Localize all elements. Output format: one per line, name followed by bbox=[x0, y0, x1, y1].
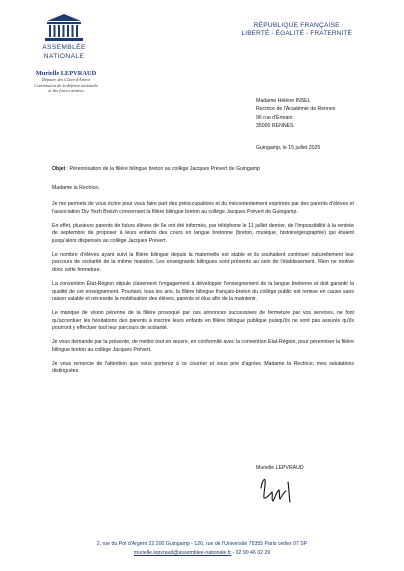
paragraph-1: Je me permets de vous écrire pour vous faire part des préoccupations et du mécontentement exprimés par des parents d'élèves et l'association Div Yezh Breizh concernant la filière bilingue breton au collège Jacques Prévert de Guingamp. bbox=[52, 201, 354, 215]
republic-motto: LIBERTÉ - ÉGALITÉ - FRATERNITÉ bbox=[241, 30, 352, 37]
republic-title: RÉPUBLIQUE FRANÇAISE bbox=[253, 22, 340, 29]
recipient-city: 35000 RENNES bbox=[256, 123, 294, 130]
deputy-name: Murielle LEPVRAUD bbox=[35, 70, 97, 77]
hemicycle-icon bbox=[41, 12, 87, 42]
logo-line2: NATIONALE bbox=[43, 53, 85, 61]
footer-address: 2, rue du Pot d'Argent 22 200 Guingamp - 126, rue de l'Université 75355 Paris cedex 07 SP bbox=[96, 541, 308, 547]
paragraph-5: Le manque de vision pérenne de la filière provoqué par ces annonces successives de fermeture par vos services, ne font qu'accentuer les hésitations des parents à inscrire leurs enfants en filière bilingue publique puisqu'ils ne sont pas assurés qu'ils pourront y effectuer tout leur parcours de scolarité. bbox=[52, 310, 354, 332]
letter-date: Guingamp, le 15 juillet 2025 bbox=[256, 145, 321, 151]
logo-line1: ASSEMBLÉE bbox=[42, 44, 86, 51]
footer-email-link[interactable]: murielle.lepvraud@assemblee-nationale.fr bbox=[133, 550, 231, 556]
deputy-block bbox=[18, 70, 114, 94]
assemblee-nationale-logo bbox=[32, 12, 96, 60]
subject-label: Objet bbox=[52, 166, 66, 172]
paragraph-7: Je vous remercie de l'attention que vous porterez à ce courrier et vous prie d'agréer, Madame la Rectrice, mes salutations distinguées. bbox=[52, 360, 354, 375]
recipient-role: Rectrice de l'Académie de Rennes bbox=[256, 106, 336, 113]
salutation: Madame la Rectrice, bbox=[52, 185, 100, 191]
handwritten-signature bbox=[258, 474, 298, 504]
paragraph-3: Le nombre d'élèves ayant suivi la filière bilingue depuis la maternelle est stable et ils souhaitent continuer naturellement leur parcours de scolarité de la même manière. Les enseignants bilingues sont présents au sein de l'établissement. Rien ne motive donc cette fermeture. bbox=[52, 251, 354, 273]
subject-text: : Pérennisation de la filière bilingue breton au collège Jacques Prévert de Guingamp bbox=[65, 166, 260, 172]
footer-contact bbox=[0, 550, 404, 556]
recipient-street: 96 rue d'Entrain bbox=[256, 114, 293, 121]
paragraph-6: Je vous demande par la présente, de mettre tout en œuvre, en conformité avec la convention Etat-Région, pour pérenniser la filière bilingue breton au collège Jacques Prévert. bbox=[52, 339, 354, 353]
republic-heading bbox=[241, 22, 352, 38]
signature-name: Murielle LEPVRAUD bbox=[256, 465, 304, 471]
paragraph-2: En effet, plusieurs parents de futurs élèves de 6e ont été informés, par téléphone le 11 juillet dernier, de l'impossibilité à la rentrée de septembre de proposer à leurs enfants des cours en langue bretonne (breton, musique, histoire/géographie) qui étaient jusqu'alors dispensés au collège Jacques Prévert. bbox=[52, 222, 354, 244]
letter-body bbox=[52, 201, 354, 382]
commission-line1: Commission de la défense nationale bbox=[34, 82, 98, 88]
paragraph-4: La convention État-Région stipule clairement l'engagement à développer l'enseignement de la langue bretonne et doit garantir la qualité de cet enseignement. Pourtant, tous les ans, la filière bilingue français-breton du collège public est remise en cause sans raison valable et nécessite la mobilisation des élèves, parents et élus afin de la maintenir. bbox=[52, 280, 354, 303]
footer-phone: - 02 90 46 02 29 bbox=[231, 550, 271, 556]
deputy-title: Députée des Côtes-d'Armor bbox=[41, 77, 91, 82]
recipient-name: Madame Hélène INSEL bbox=[256, 98, 311, 104]
letter-subject bbox=[52, 166, 260, 172]
recipient-address bbox=[256, 97, 335, 131]
commission-line2: et des forces armées bbox=[48, 88, 84, 94]
